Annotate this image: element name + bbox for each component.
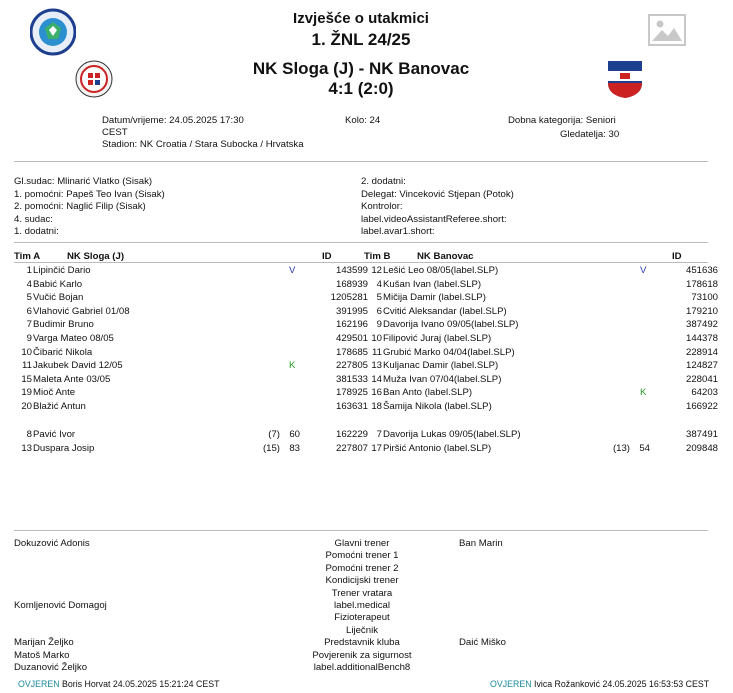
official-line: 2. dodatni: [361, 176, 406, 187]
player-id: 391995 [335, 305, 368, 317]
match-stadium: Stadion: NK Croatia / Stara Subocka / Hrvatska [102, 139, 304, 150]
official-line: 1. pomoćni: Papeš Teo Ivan (Sisak) [14, 188, 165, 200]
player-id: 162196 [335, 319, 368, 331]
divider [14, 161, 708, 162]
official-line: Kontrolor: [361, 201, 403, 212]
staff-role: Pomoćni trener 2 [325, 562, 399, 574]
player-name: Pavić Ivor [33, 429, 76, 440]
player-name: Lipinčić Dario [33, 265, 91, 276]
sub-minute [632, 428, 650, 441]
player-id: 179210 [685, 305, 718, 317]
staff-role: Trener vratara [331, 587, 393, 599]
player-number: 19 [21, 387, 32, 399]
player-number: 9 [26, 333, 32, 344]
divider [14, 242, 708, 243]
player-number: 9 [376, 319, 382, 331]
team-b-id-header: ID [672, 251, 682, 262]
player-number: 11 [372, 346, 382, 358]
player-name: Kušan Ivan (label.SLP) [383, 278, 482, 290]
player-name: Cvitić Aleksandar (label.SLP) [383, 305, 507, 317]
player-role-mark: K [289, 360, 296, 372]
divider [14, 530, 708, 531]
staff-role: label.medical [334, 600, 390, 611]
player-id: 163631 [335, 401, 368, 412]
player-name: Mičija Damir (label.SLP) [383, 292, 486, 304]
player-id: 451636 [685, 265, 718, 276]
sub-replaced: (15) [262, 442, 280, 454]
team-a-label: Tim A [14, 251, 41, 262]
staff-role: Povjerenik za sigurnost [312, 649, 412, 661]
player-number: 13 [371, 360, 382, 372]
player-name: Davorija Ivano 09/05(label.SLP) [383, 319, 519, 331]
official-line: Gl.sudac: Mlinarić Vlatko (Sisak) [14, 176, 153, 187]
player-id: 64203 [691, 387, 718, 399]
staff-role: Fizioterapeut [334, 612, 390, 624]
official-line: label.avar1.short: [361, 226, 435, 237]
sub-minute: 60 [289, 429, 300, 440]
player-number: 15 [21, 373, 32, 385]
player-name: Kuljanac Damir (label.SLP) [383, 360, 499, 372]
player-number: 20 [21, 401, 32, 412]
player-name: Blažić Antun [33, 401, 86, 412]
player-id: 387492 [685, 319, 718, 331]
player-id: 381533 [335, 373, 368, 385]
player-number: 16 [371, 387, 382, 399]
player-id: 387491 [685, 429, 718, 440]
player-id: 168939 [335, 278, 368, 290]
player-id: 178685 [335, 346, 368, 358]
player-name: Ban Anto (label.SLP) [383, 387, 473, 399]
staff-role: Glavni trener [334, 538, 390, 549]
sub-replaced: (7) [268, 429, 280, 440]
player-id: 162229 [335, 429, 368, 440]
sub-minute: 54 [639, 442, 650, 454]
player-number: 7 [376, 429, 382, 440]
player-name: Vlahović Gabriel 01/08 [33, 305, 130, 317]
staff-role: Predstavnik kluba [324, 637, 400, 649]
player-name: Filipović Juraj (label.SLP) [383, 333, 492, 344]
player-id: 124827 [685, 360, 718, 372]
match-round: Kolo: 24 [345, 115, 381, 126]
staff-home-name: Duzanović Željko [14, 662, 88, 673]
player-number: 5 [376, 292, 382, 304]
player-number: 11 [22, 360, 32, 372]
staff-home-name: Matoš Marko [14, 649, 70, 661]
staff-role: label.additionalBench8 [313, 662, 411, 673]
player-number: 6 [26, 305, 32, 317]
player-name: Piršić Antonio (label.SLP) [383, 442, 492, 454]
officials-left [14, 176, 165, 239]
player-name: Vučić Bojan [33, 292, 84, 304]
match-result: 4:1 (2:0) [328, 79, 394, 98]
official-line: 2. pomoćni: Naglić Filip (Sisak) [14, 201, 146, 212]
sub-replaced: (13) [612, 442, 630, 454]
team-a-name: NK Sloga (J) [67, 251, 125, 262]
player-id: 1205281 [330, 292, 368, 304]
player-id: 143599 [335, 265, 368, 276]
player-name: Varga Mateo 08/05 [33, 333, 114, 344]
player-name: Jakubek David 12/05 [33, 360, 123, 372]
player-number: 10 [21, 346, 32, 358]
official-line: 1. dodatni: [14, 226, 59, 237]
player-number: 17 [371, 442, 382, 454]
divider [14, 262, 708, 263]
player-name: Duspara Josip [33, 442, 95, 454]
footer-right [490, 679, 709, 689]
staff-home-name: Komljenović Domagoj [14, 600, 107, 611]
verified-by: Ivica Rožanković 24.05.2025 16:53:53 CEST [534, 679, 710, 689]
officials-right [361, 176, 514, 239]
verified-by: Boris Horvat 24.05.2025 15:21:24 CEST [62, 679, 220, 689]
verified-status: OVJEREN [18, 679, 60, 689]
player-id: 166922 [685, 401, 718, 412]
spectators: Gledatelja: 30 [560, 129, 620, 140]
sub-minute: 83 [289, 442, 300, 454]
player-number: 5 [26, 292, 32, 304]
player-number: 8 [26, 429, 32, 440]
staff-role: Pomoćni trener 1 [325, 550, 399, 562]
player-number: 4 [376, 278, 382, 290]
report-title: Izvješće o utakmici [293, 10, 429, 27]
player-number: 10 [371, 333, 382, 344]
league-title: 1. ŽNL 24/25 [311, 30, 411, 49]
player-role-mark: V [640, 265, 647, 276]
player-name: Budimir Bruno [33, 319, 94, 331]
player-id: 228914 [685, 346, 718, 358]
player-id: 209848 [685, 442, 718, 454]
player-id: 227805 [335, 360, 368, 372]
player-number: 13 [21, 442, 32, 454]
official-line: label.videoAssistantReferee.short: [361, 213, 507, 225]
staff-away-name: Ban Marin [459, 538, 503, 549]
player-name: Maleta Ante 03/05 [33, 373, 111, 385]
player-id: 228041 [685, 373, 718, 385]
verified-status: OVJEREN [490, 679, 532, 689]
player-number: 18 [371, 401, 382, 412]
player-id: 178618 [685, 278, 718, 290]
match-title: NK Sloga (J) - NK Banovac [252, 59, 470, 78]
staff-role: Kondicijski trener [325, 575, 399, 587]
player-number: 1 [26, 265, 32, 276]
player-number: 4 [26, 278, 32, 290]
player-name: Mioč Ante [33, 387, 76, 399]
staff-home-name: Marijan Željko [14, 637, 74, 649]
player-id: 73100 [691, 292, 718, 304]
team-b-name: NK Banovac [417, 251, 474, 262]
player-role-mark: V [289, 265, 296, 276]
player-name: Lešić Leo 08/05(label.SLP) [383, 265, 499, 276]
player-id: 227807 [335, 442, 368, 454]
staff-away-name: Daić Miško [459, 637, 506, 649]
player-name: Šamija Nikola (label.SLP) [383, 401, 492, 412]
player-id: 178925 [335, 387, 368, 399]
player-role-mark: K [640, 387, 647, 399]
player-number: 14 [371, 373, 382, 385]
player-name: Muža Ivan 07/04(label.SLP) [383, 373, 502, 385]
player-name: Babić Karlo [33, 278, 83, 290]
staff-home-name: Dokuzović Adonis [14, 538, 90, 549]
official-line: 4. sudac: [14, 213, 53, 225]
player-id: 429501 [335, 333, 368, 344]
age-category: Dobna kategorija: Seniori [508, 115, 616, 126]
player-name: Grubić Marko 04/04(label.SLP) [383, 346, 515, 358]
sub-replaced [582, 428, 630, 441]
footer-left [18, 679, 219, 689]
player-id: 144378 [685, 333, 718, 344]
player-number: 7 [26, 319, 32, 331]
team-b-label: Tim B [364, 251, 391, 262]
match-timezone: CEST [102, 127, 128, 138]
staff-role: Liječnik [346, 624, 378, 636]
player-number: 12 [371, 265, 382, 276]
match-datetime: Datum/vrijeme: 24.05.2025 17:30 [102, 115, 244, 126]
player-name: Čibarić Nikola [33, 346, 93, 358]
player-number: 6 [376, 305, 382, 317]
official-line: Delegat: Vinceković Stjepan (Potok) [361, 188, 514, 200]
player-name: Davorija Lukas 09/05(label.SLP) [383, 429, 521, 440]
team-a-id-header: ID [322, 251, 332, 262]
